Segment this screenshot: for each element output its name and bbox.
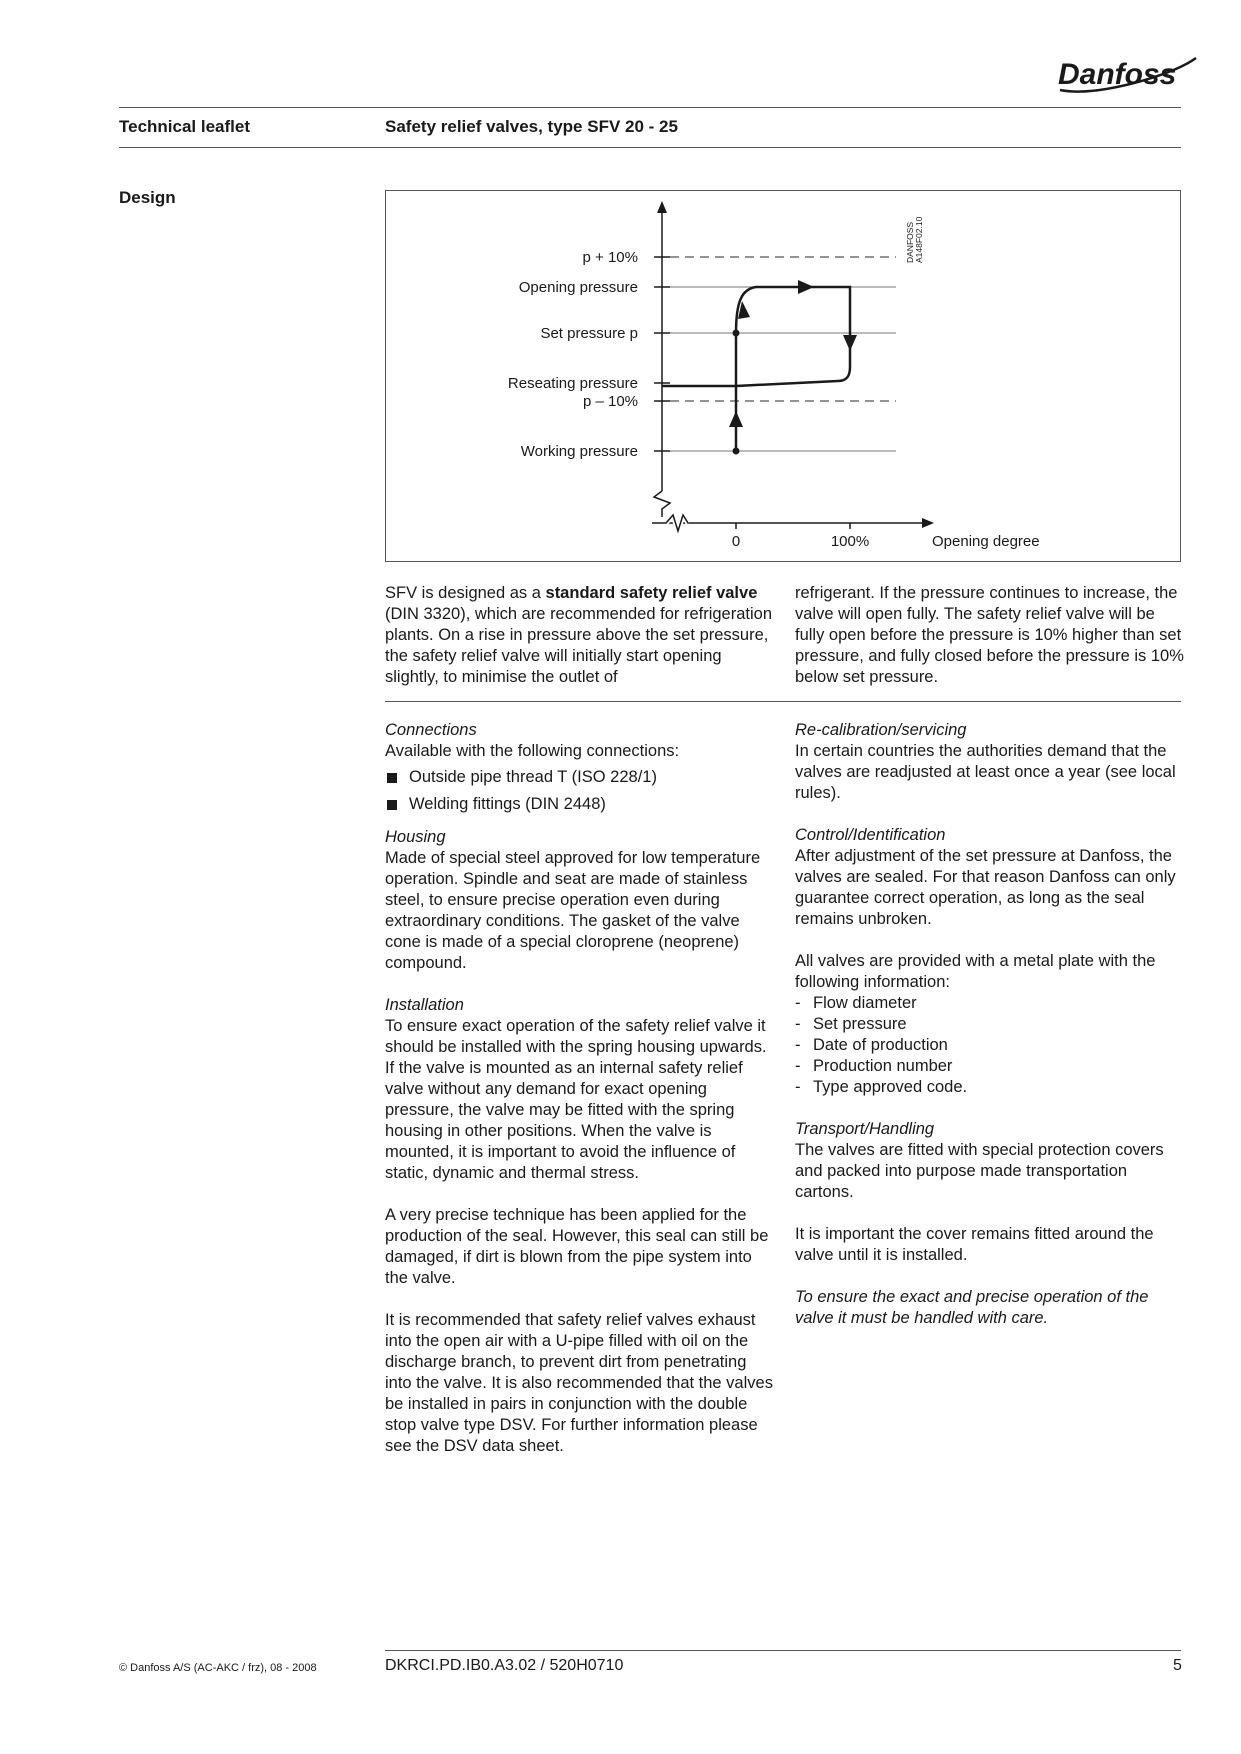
installation-p2: A very precise technique has been applied for the production of the seal. However, this seal can still be damaged, if dirt is blown from the pipe system into the valve. — [385, 1206, 769, 1287]
housing-title: Housing — [385, 828, 446, 846]
list-item: - Type approved code. — [795, 1077, 1185, 1098]
footer-rule — [385, 1650, 1181, 1651]
transport-p2: It is important the cover remains fitted around the valve until it is installed. — [795, 1225, 1154, 1264]
arrow-right — [798, 280, 814, 294]
intro-left-bold: standard safety relief valve — [545, 584, 758, 602]
x-axis-arrow — [922, 518, 934, 528]
label-reseating: Reseating pressure — [507, 375, 638, 392]
header-rule-bottom — [119, 147, 1181, 148]
control-p1: After adjustment of the set pressure at Danfoss, the valves are sealed. For that reason Danfoss can only guarantee correct operation, as long as the seal remains unbroken. — [795, 847, 1176, 928]
label-p-minus: p – 10% — [582, 393, 638, 410]
transport-title: Transport/Handling — [795, 1120, 935, 1138]
label-x-axis: Opening degree — [932, 533, 1040, 550]
doc-type: Technical leaflet — [119, 117, 251, 136]
connections-intro: Available with the following connections: — [385, 742, 680, 760]
pressure-diagram — [385, 190, 1181, 562]
page-number: 5 — [1173, 1657, 1182, 1674]
list-item: - Set pressure — [795, 1014, 1185, 1035]
intro-left — [385, 583, 777, 709]
installation-p3: It is recommended that safety relief valves exhaust into the open air with a U-pipe filled with oil on the discharge branch, to prevent dirt from penetrating into the valve. It is also recommended that the valves be installed in pairs in conjunction with the double stop valve type DSV. For further information please see the DSV data sheet. — [385, 1311, 773, 1455]
danfoss-logo — [1050, 50, 1200, 98]
y-axis-break — [654, 491, 670, 517]
label-p-plus: p + 10% — [582, 249, 638, 266]
intro-right-text: refrigerant. If the pressure continues to increase, the valve will open fully. The safety relief valve will be fully open before the pressure is 10% higher than set pressure, and fully closed before the pressure is 10% below set pressure. — [795, 584, 1184, 686]
intro-rule — [385, 701, 1181, 702]
recal-text: In certain countries the authorities demand that the valves are readjusted at least once a year (see local rules). — [795, 742, 1176, 802]
housing-text: Made of special steel approved for low temperature operation. Spindle and seat are made of stainless steel, to ensure precise operation even during extraordinary conditions. The gasket of the valve cone is made of a special cloroprene (neoprene) compound. — [385, 849, 761, 972]
intro-left-pre: SFV is designed as a — [385, 584, 546, 602]
list-item: - Date of production — [795, 1035, 1185, 1056]
right-column — [795, 720, 1185, 1350]
list-item: - Flow diameter — [795, 993, 1185, 1014]
label-x-zero: 0 — [731, 533, 741, 550]
transport-p1: The valves are fitted with special protection covers and packed into purpose made transportation cartons. — [795, 1141, 1164, 1201]
label-working: Working pressure — [520, 443, 638, 460]
installation-title: Installation — [385, 996, 464, 1014]
installation-p1: To ensure exact operation of the safety relief valve it should be installed with the spring housing upwards. If the valve is mounted as an internal safety relief valve without any demand for exact opening pressure, the valve may be fitted with the spring housing in other positions. When the valve is mounted, it is important to avoid the influence of static, dynamic and thermal stress. — [385, 1017, 767, 1182]
footer-copyright: © Danfoss A/S (AC-AKC / frz), 08 - 2008 — [119, 1662, 317, 1674]
label-x-full: 100% — [830, 533, 870, 550]
diagram-code-line2: A148F02.10 — [914, 216, 924, 263]
header-rule-top — [119, 107, 1181, 108]
arrow-down — [843, 335, 857, 351]
left-column — [385, 720, 777, 1478]
doc-title: Safety relief valves, type SFV 20 - 25 — [385, 117, 678, 136]
footer-doc-code: DKRCI.PD.IB0.A3.02 / 520H0710 — [385, 1657, 624, 1674]
label-set: Set pressure p — [540, 325, 638, 342]
intro-left-post: (DIN 3320), which are recommended for refrigeration plants. On a rise in pressure above the set pressure, the safety relief valve will initially start opening slightly, to minimise the outlet of — [385, 605, 773, 686]
pressure-diagram-svg — [386, 191, 1182, 563]
hysteresis-path — [736, 287, 850, 386]
control-p2: All valves are provided with a metal plate with the following information: — [795, 952, 1156, 991]
plate-list — [795, 993, 1185, 1098]
section-title: Design — [119, 188, 176, 207]
transport-note: To ensure the exact and precise operation of the valve it must be handled with care. — [795, 1288, 1149, 1327]
list-item: - Production number — [795, 1056, 1185, 1077]
list-item: Welding fittings (DIN 2448) — [385, 794, 777, 815]
list-item: Outside pipe thread T (ISO 228/1) — [385, 767, 777, 788]
recal-title: Re-calibration/servicing — [795, 721, 967, 739]
control-title: Control/Identification — [795, 826, 946, 844]
y-axis-arrow — [657, 201, 667, 213]
logo-text: Danfoss — [1058, 58, 1177, 91]
intro-right — [795, 583, 1185, 709]
connections-title: Connections — [385, 721, 477, 739]
arrow-up-lower — [729, 411, 743, 427]
label-opening: Opening pressure — [518, 279, 638, 296]
connections-list — [385, 767, 777, 815]
diagram-code-line1: DANFOSS — [905, 221, 915, 263]
